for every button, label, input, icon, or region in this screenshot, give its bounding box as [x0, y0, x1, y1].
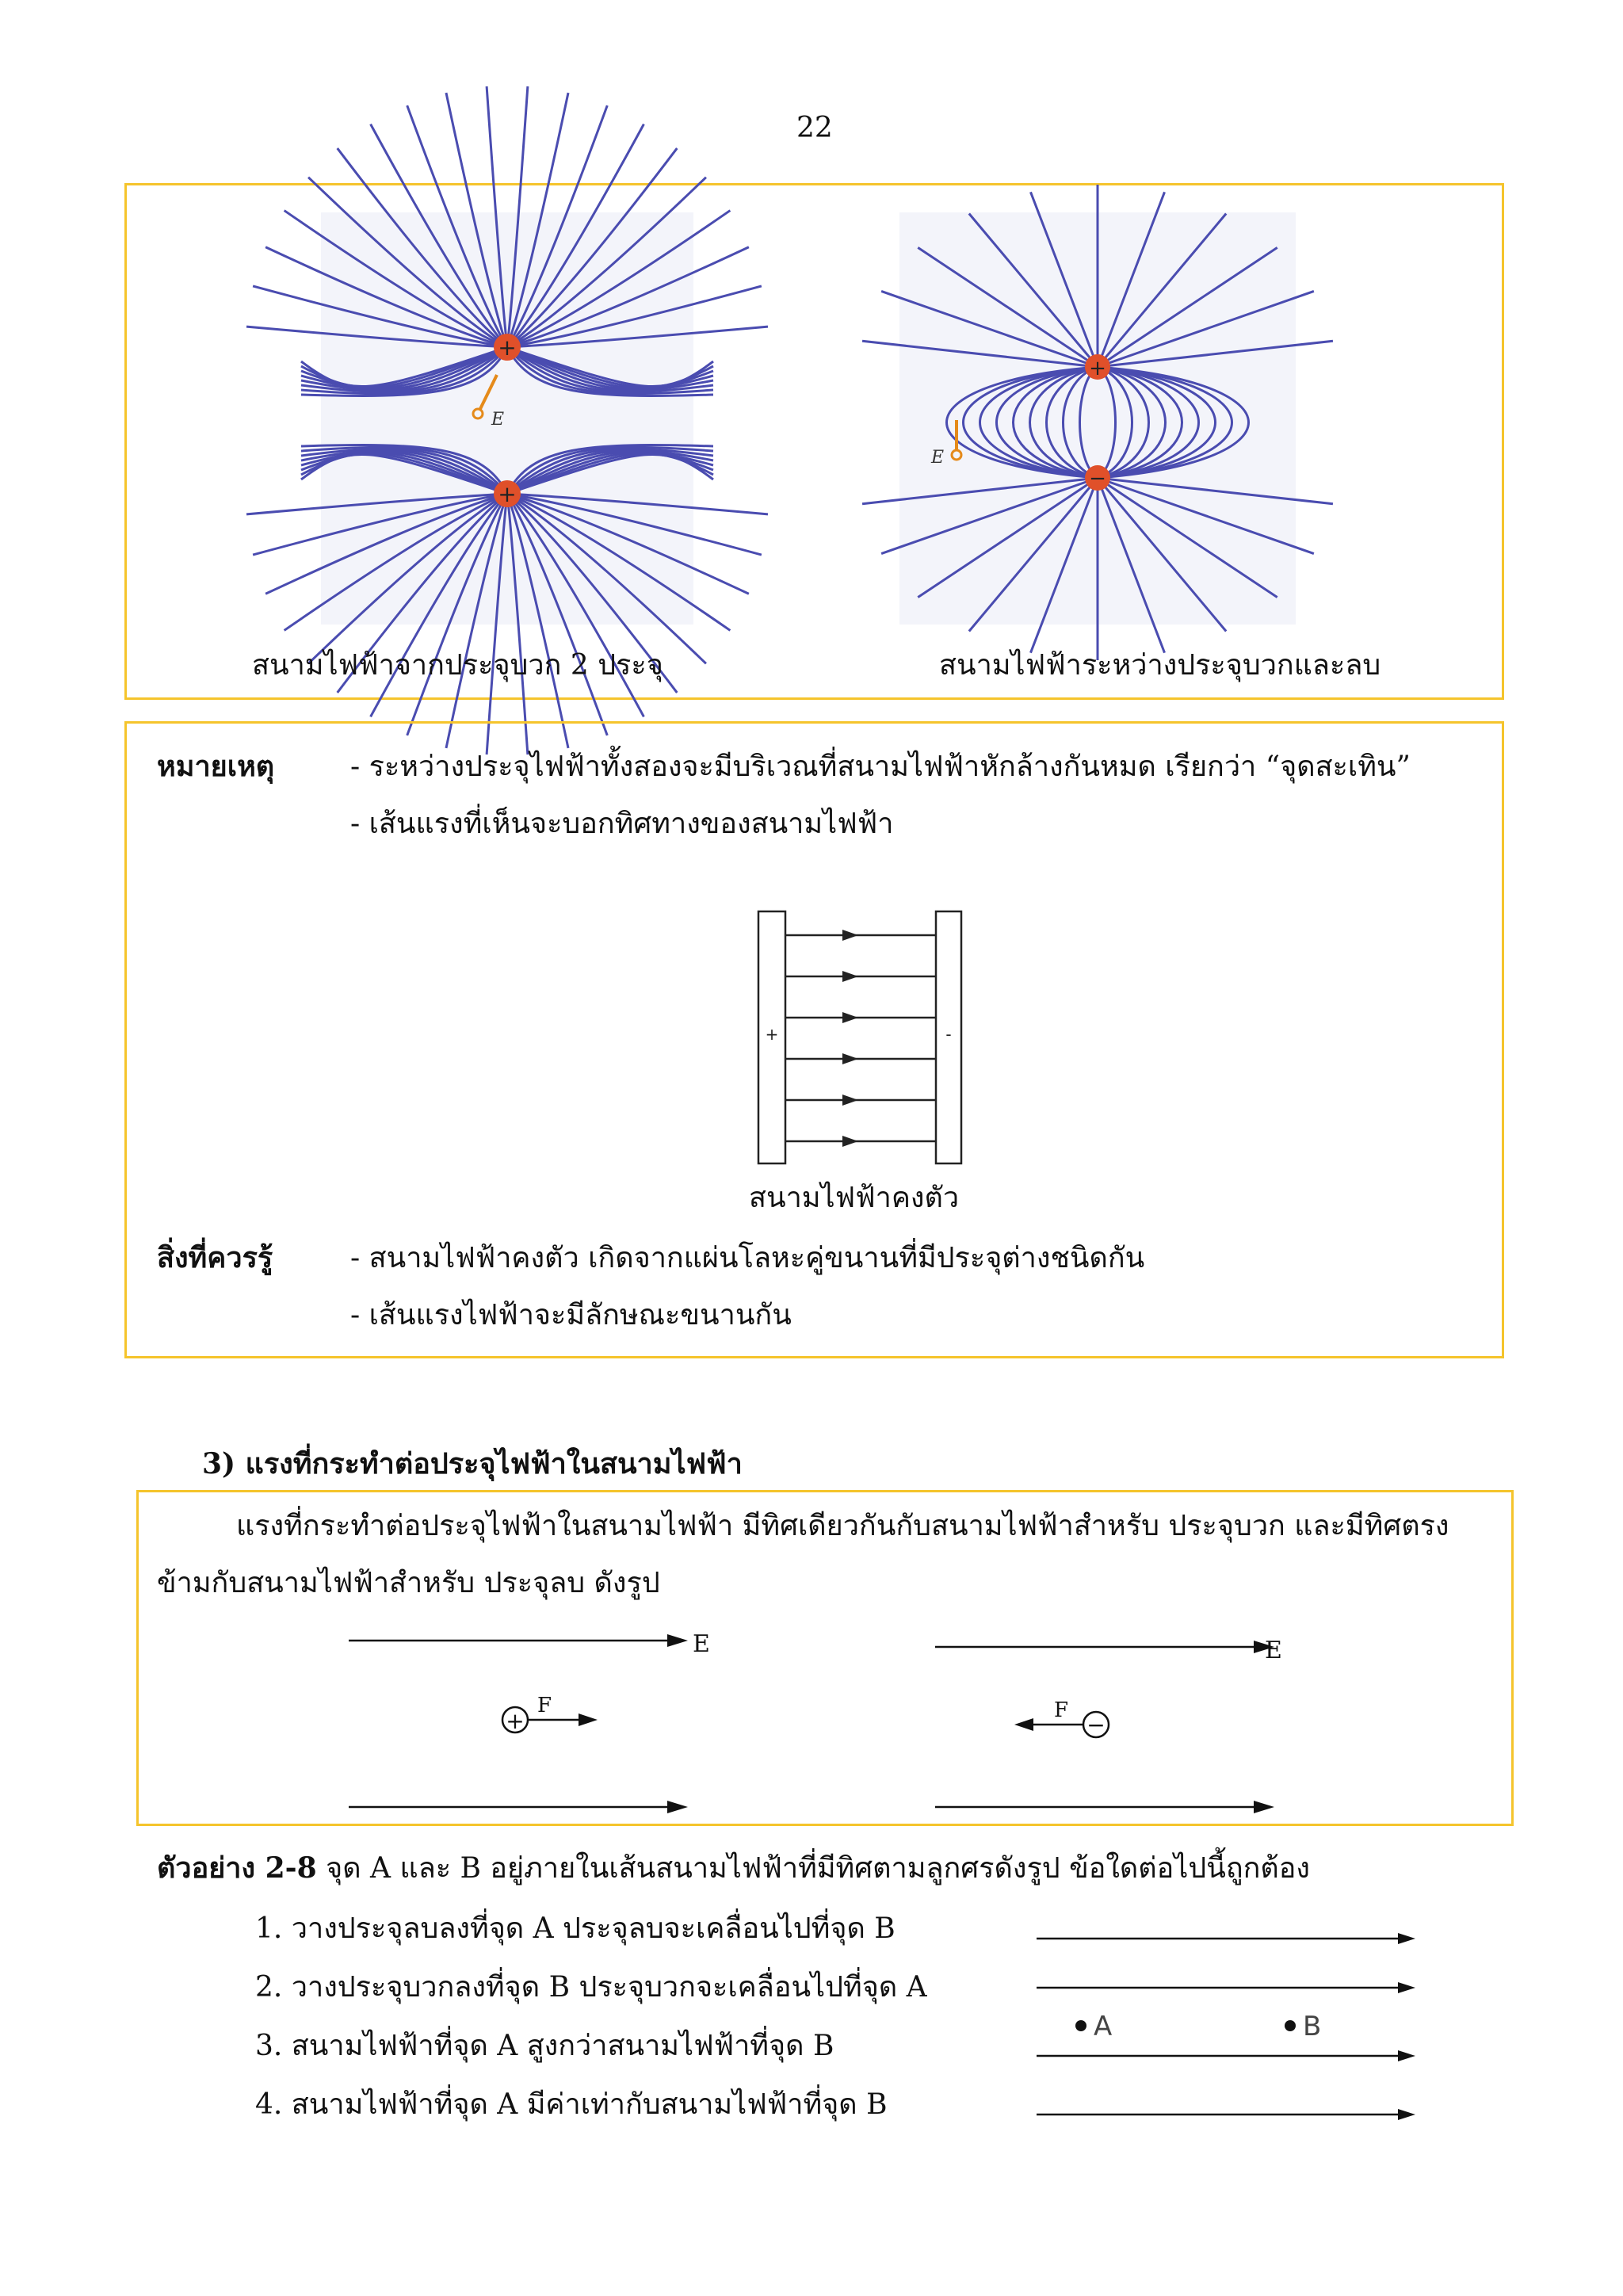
option-4[interactable]: 4. สนามไฟฟ้าที่จุด A มีค่าเท่ากับสนามไฟฟ้าที่จุด B: [255, 2088, 888, 2121]
arrowhead: [1398, 2050, 1415, 2061]
field-line: [507, 86, 528, 347]
know-line-2: - เส้นแรงไฟฟ้าจะมีลักษณะขนานกัน: [350, 1299, 792, 1331]
point-B-label: B: [1303, 2011, 1322, 2042]
svg-text:+: +: [506, 1708, 525, 1734]
arrowhead: [842, 1053, 858, 1064]
label-F: F: [1054, 1698, 1069, 1722]
field-vector-icon: [930, 420, 961, 468]
field-lines: [785, 930, 936, 1147]
note-heading: หมายเหตุ: [157, 750, 275, 783]
arrowhead: [1398, 1982, 1415, 1993]
svg-text:E: E: [491, 410, 505, 430]
field-line: [507, 124, 643, 347]
field-line: [1080, 367, 1098, 478]
label-E: E: [1265, 1637, 1282, 1664]
plate-caption: สนามไฟฟ้าคงตัว: [749, 1182, 960, 1214]
section3-heading: 3) แรงที่กระทำต่อประจุไฟฟ้าในสนามไฟฟ้า: [202, 1447, 743, 1480]
charge-bottom: [494, 480, 521, 507]
point-B-dot: [1285, 2020, 1296, 2031]
field-lines: [862, 185, 1333, 660]
option-1[interactable]: 1. วางประจุลบลงที่จุด A ประจุลบจะเคลื่อนไปที่จุด B: [255, 1912, 896, 1945]
arrowhead: [842, 1136, 858, 1147]
arrowhead: [842, 971, 858, 982]
example-question: [157, 1851, 1310, 1885]
arrowhead: [1398, 2109, 1415, 2120]
parallel-plates-diagram: [757, 910, 963, 1171]
svg-text:+: +: [498, 334, 517, 361]
option-2[interactable]: 2. วางประจุบวกลงที่จุด B ประจุบวกจะเคลื่อนไปที่จุด A: [255, 1971, 927, 2004]
example-question-text: จุด A และ B อยู่ภายในเส้นสนามไฟฟ้าที่มีทิศตามลูกศรดังรูป ข้อใดต่อไปนี้ถูกต้อง: [316, 1852, 1311, 1885]
point-A-dot: [1075, 2020, 1086, 2031]
force-positive-diagram: [347, 1617, 759, 1823]
svg-text:−: −: [1086, 1712, 1106, 1738]
note-line-1: - ระหว่างประจุไฟฟ้าทั้งสองจะมีบริเวณที่สนามไฟฟ้าหักล้างกันหมด เรียกว่า “จุดสะเทิน”: [350, 751, 1411, 783]
label-E: E: [693, 1630, 710, 1658]
left-figure-caption: สนามไฟฟ้าจากประจุบวก 2 ประจุ: [252, 649, 663, 682]
force-negative-diagram: [934, 1623, 1346, 1829]
svg-text:E: E: [931, 448, 945, 468]
field-line: [487, 86, 507, 347]
svg-text:−: −: [1089, 467, 1106, 491]
know-line-1: - สนามไฟฟ้าคงตัว เกิดจากแผ่นโลหะคู่ขนานที่มีประจุต่างชนิดกัน: [350, 1242, 1145, 1274]
field-line: [1098, 367, 1116, 478]
field-line: [487, 494, 507, 755]
plate-minus-sign: -: [945, 1025, 952, 1044]
example-label: ตัวอย่าง 2-8: [157, 1851, 317, 1885]
field-line: [371, 124, 507, 347]
svg-text:+: +: [1089, 357, 1106, 380]
option-3[interactable]: 3. สนามไฟฟ้าที่จุด A สูงกว่าสนามไฟฟ้าที่จุด B: [255, 2030, 834, 2062]
section3-para-line1: แรงที่กระทำต่อประจุไฟฟ้าในสนามไฟฟ้า มีทิศเดียวกันกับสนามไฟฟ้าสำหรับ ประจุบวก และมีทิศตรง: [236, 1510, 1449, 1542]
field-vector-icon: [473, 375, 504, 430]
arrowhead: [1398, 1933, 1415, 1944]
arrowhead: [842, 1012, 858, 1023]
charge-negative: [1085, 465, 1110, 491]
field-line: [1030, 192, 1098, 367]
section3-para-line2: ข้ามกับสนามไฟฟ้าสำหรับ ประจุลบ ดังรูป: [157, 1567, 660, 1599]
plate-plus-sign: +: [765, 1025, 779, 1044]
page-number: 22: [796, 112, 833, 144]
arrowhead: [842, 930, 858, 941]
two-positive-charges-figure: [321, 212, 693, 625]
field-line: [1098, 192, 1165, 367]
example-field-diagram: [1022, 1908, 1434, 2130]
label-F: F: [537, 1694, 552, 1717]
note-line-2: - เส้นแรงที่เห็นจะบอกทิศทางของสนามไฟฟ้า: [350, 808, 894, 840]
dipole-figure: [899, 212, 1296, 625]
svg-text:+: +: [498, 481, 517, 507]
charge-top: [494, 334, 521, 361]
point-A-label: A: [1094, 2011, 1113, 2042]
right-figure-caption: สนามไฟฟ้าระหว่างประจุบวกและลบ: [939, 649, 1381, 682]
field-line: [507, 494, 528, 755]
arrowhead: [842, 1095, 858, 1106]
know-heading: สิ่งที่ควรรู้: [157, 1241, 273, 1274]
